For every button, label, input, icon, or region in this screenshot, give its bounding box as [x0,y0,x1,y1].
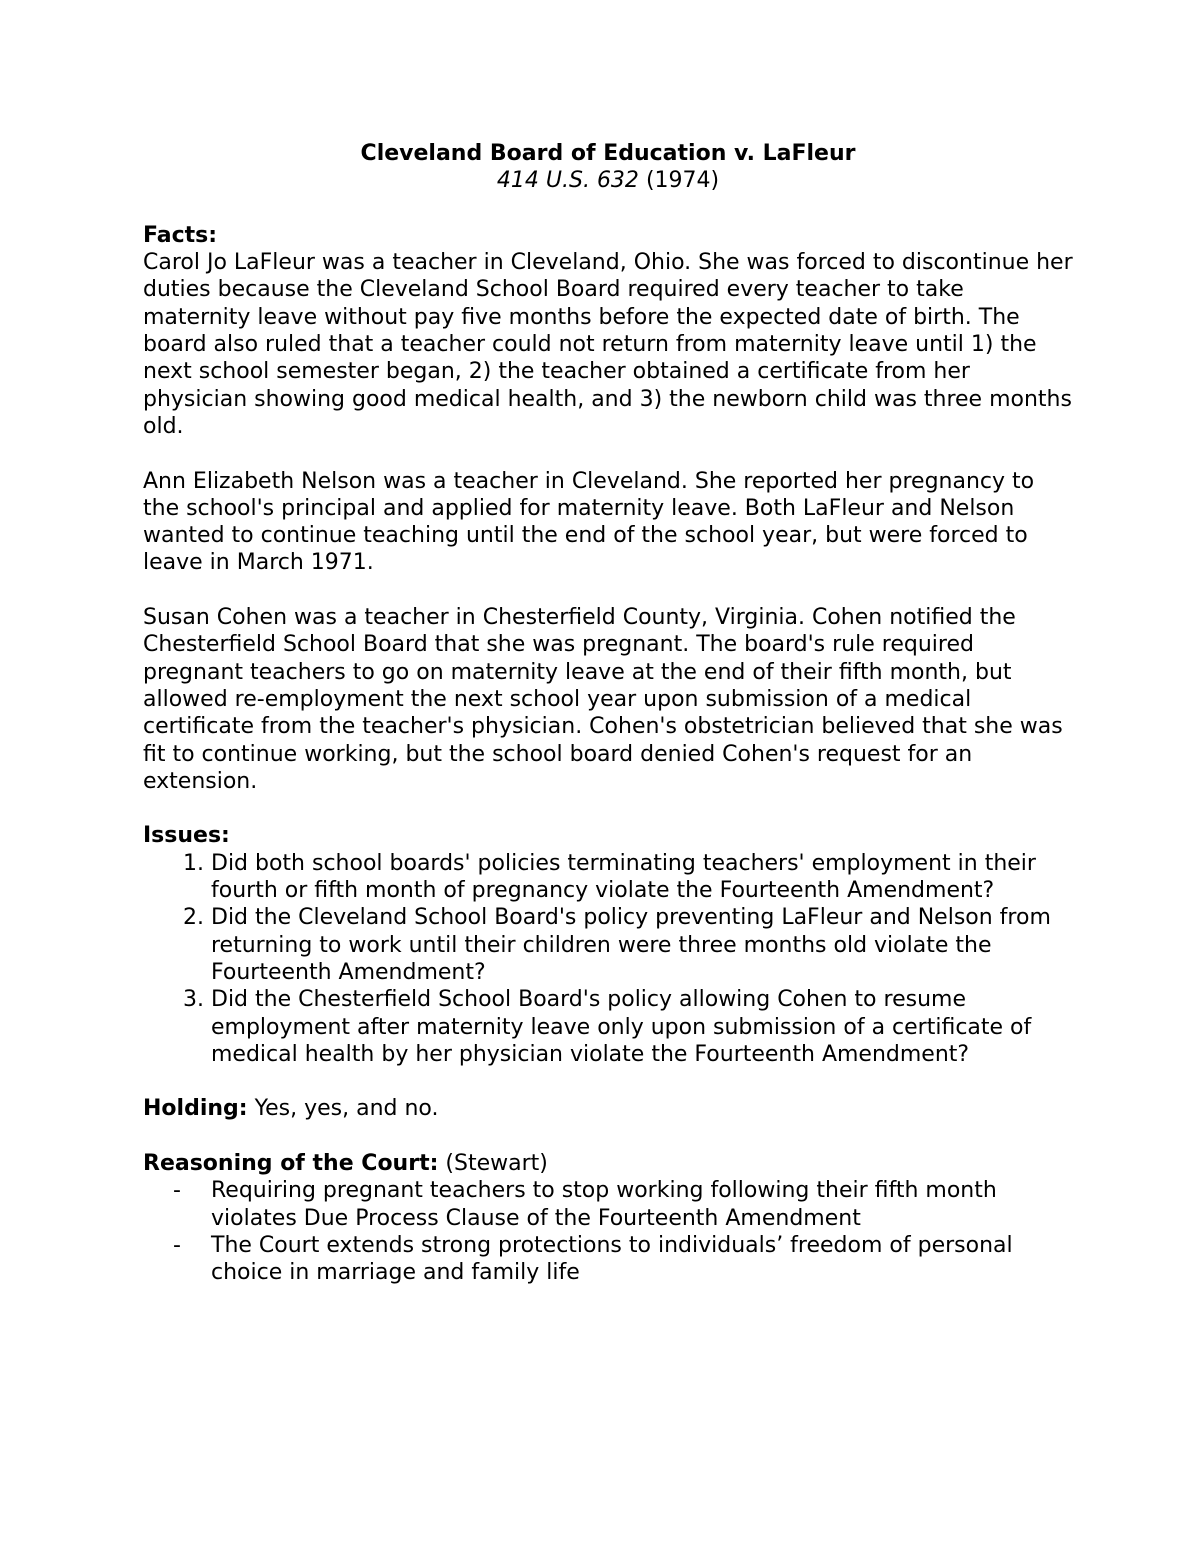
facts-section [143,222,1073,795]
list-item: 2. Did the Cleveland School Board's policy preventing LaFleur and Nelson from returning to work until their children were three months old violate the Fourteenth Amendment? [211,904,1073,986]
citation-year: (1974) [645,168,720,194]
title-block [143,140,1073,195]
reasoning-heading: Reasoning of the Court: [143,1150,439,1176]
facts-paragraph: Ann Elizabeth Nelson was a teacher in Cleveland. She reported her pregnancy to the school's principal and applied for maternity leave. Both LaFleur and Nelson wanted to continue teaching until the end of the school year, but were forced to leave in March 1971. [143,468,1035,576]
reasoning-section [143,1150,1073,1286]
facts-paragraph: Carol Jo LaFleur was a teacher in Cleveland, Ohio. She was forced to discontinue her duties because the Cleveland School Board required every teacher to take maternity leave without pay five months before the expected date of birth. The board also ruled that a teacher could not return from maternity leave until 1) the next school semester began, 2) the teacher obtained a certificate from her physician showing good medical health, and 3) the newborn child was three months old. [143,250,1073,439]
spacer [143,1068,1073,1095]
list-item-text: The Court extends strong protections to individuals’ freedom of personal choice in marriage and family life [211,1232,1013,1286]
list-item: 1. Did both school boards' policies terminating teachers' employment in their fourth or fifth month of pregnancy violate the Fourteenth Amendment? [211,850,1073,905]
list-item-text: Requiring pregnant teachers to stop working following their fifth month violates Due Process Clause of the Fourteenth Amendment [211,1178,997,1231]
case-title: Cleveland Board of Education v. LaFleur [360,141,856,166]
spacer [143,1123,1073,1150]
spacer [143,195,1073,222]
holding-text: Yes, yes, and no. [254,1096,439,1122]
holding-line [143,1095,1073,1122]
issues-list [143,850,1073,1068]
issues-heading: Issues: [143,823,230,849]
holding-heading: Holding: [143,1096,248,1122]
reasoning-line [143,1150,1073,1177]
dash-bullet: - [173,1232,181,1258]
spacer [143,440,1073,467]
holding-section [143,1095,1073,1122]
spacer [143,795,1073,822]
issues-section [143,822,1073,1068]
list-item [173,1177,1073,1232]
citation-reporter: 414 U.S. 632 [496,168,639,194]
list-item [173,1232,1073,1287]
document-page [143,140,1073,1286]
reasoning-list [143,1177,1073,1286]
list-item: 3. Did the Chesterfield School Board's policy allowing Cohen to resume employment after maternity leave only upon submission of a certificate of medical health by her physician violate the Fourteenth Amendment? [211,986,1073,1068]
facts-paragraph: Susan Cohen was a teacher in Chesterfield County, Virginia. Cohen notified the Chesterfield School Board that she was pregnant. The board's rule required pregnant teachers to go on maternity leave at the end of their fifth month, but allowed re-employment the next school year upon submission of a medical certificate from the teacher's physician. Cohen's obstetrician believed that she was fit to continue working, but the school board denied Cohen's request for an extension. [143,605,1063,794]
spacer [143,577,1073,604]
dash-bullet: - [173,1178,181,1204]
case-citation [143,167,1073,194]
facts-heading: Facts: [143,222,218,248]
reasoning-author: (Stewart) [445,1150,548,1176]
